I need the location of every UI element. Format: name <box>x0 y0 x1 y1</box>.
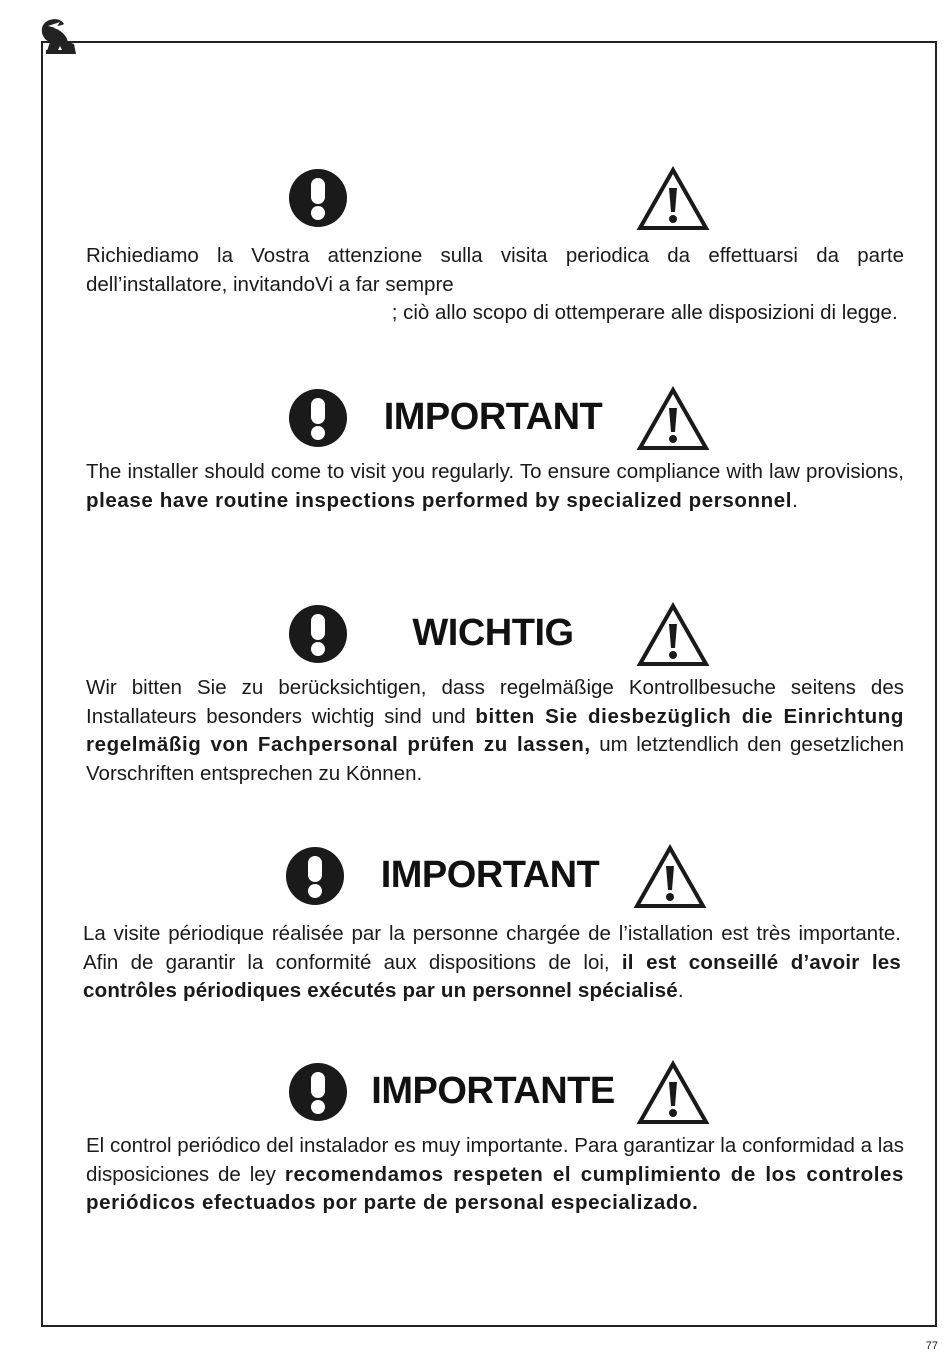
section-title: IMPORTANT <box>380 854 600 896</box>
section-spanish <box>86 1062 904 1218</box>
section-title: WICHTIG <box>412 612 574 654</box>
section-text <box>86 458 904 515</box>
exclamation-circle-icon <box>288 388 348 448</box>
section-english <box>86 388 904 515</box>
warning-triangle-icon <box>636 602 710 668</box>
text-after: . <box>792 488 798 512</box>
section-heading <box>86 388 904 458</box>
text-bold: il est conseillé d’avoir les contrôles périodiques exécutés par un personnel spécialisé <box>83 950 901 1003</box>
company-logo-icon <box>38 14 78 58</box>
section-heading <box>86 604 904 674</box>
text-after: . <box>677 979 684 1003</box>
exclamation-circle-icon <box>285 846 345 906</box>
section-german <box>86 604 904 788</box>
warning-triangle-icon <box>633 844 707 910</box>
section-heading <box>86 168 904 238</box>
text-bold: please have routine inspections performed by specialized personnel <box>86 488 793 512</box>
text-part-2: ; ciò allo scopo di ottemperare alle disposizioni di legge. <box>391 301 898 325</box>
page-number: 77 <box>925 1340 938 1352</box>
section-heading <box>83 846 901 916</box>
exclamation-circle-icon <box>288 604 348 664</box>
section-italian <box>86 168 904 328</box>
text-bold: recomendamos respeten el cumplimiento de los controles periódicos efectuados por parte de personal especializado. <box>86 1162 904 1215</box>
section-title: IMPORTANT <box>383 396 603 438</box>
section-french <box>83 846 901 1006</box>
section-text <box>86 674 904 788</box>
section-text <box>86 1132 904 1218</box>
section-text <box>83 920 901 1006</box>
text-before: Wir bitten Sie zu berücksichtigen, dass regelmäßige Kontrollbesuche seitens des Installateurs besonders wichtig sind und <box>86 676 904 728</box>
exclamation-circle-icon <box>288 1062 348 1122</box>
section-heading <box>86 1062 904 1132</box>
warning-triangle-icon <box>636 386 710 452</box>
text-before: The installer should come to visit you regularly. To ensure compliance with law provisions, <box>86 460 904 483</box>
text-before: El control periódico del instalador es muy importante. Para garantizar la conformidad a las disposiciones de ley <box>86 1134 904 1186</box>
text-before: La visite périodique réalisée par la personne chargée de l’istallation est très importante. Afin de garantir la conformité aux dispositions de loi, <box>83 922 901 974</box>
section-title: IMPORTANTE <box>371 1070 615 1112</box>
text-after: um letztendlich den gesetzlichen Vorschriften entsprechen zu Können. <box>86 733 904 785</box>
warning-triangle-icon <box>636 166 710 232</box>
exclamation-circle-icon <box>288 168 348 228</box>
section-text <box>86 242 904 328</box>
text-part-1: Richiediamo la Vostra attenzione sulla visita periodica da effettuarsi da parte dell’installatore, invitandoVi a far sempre <box>86 244 904 296</box>
warning-triangle-icon <box>636 1060 710 1126</box>
text-bold: bitten Sie diesbezüglich die Einrichtung regelmäßig von Fachpersonal prüfen zu lassen, <box>86 704 904 757</box>
